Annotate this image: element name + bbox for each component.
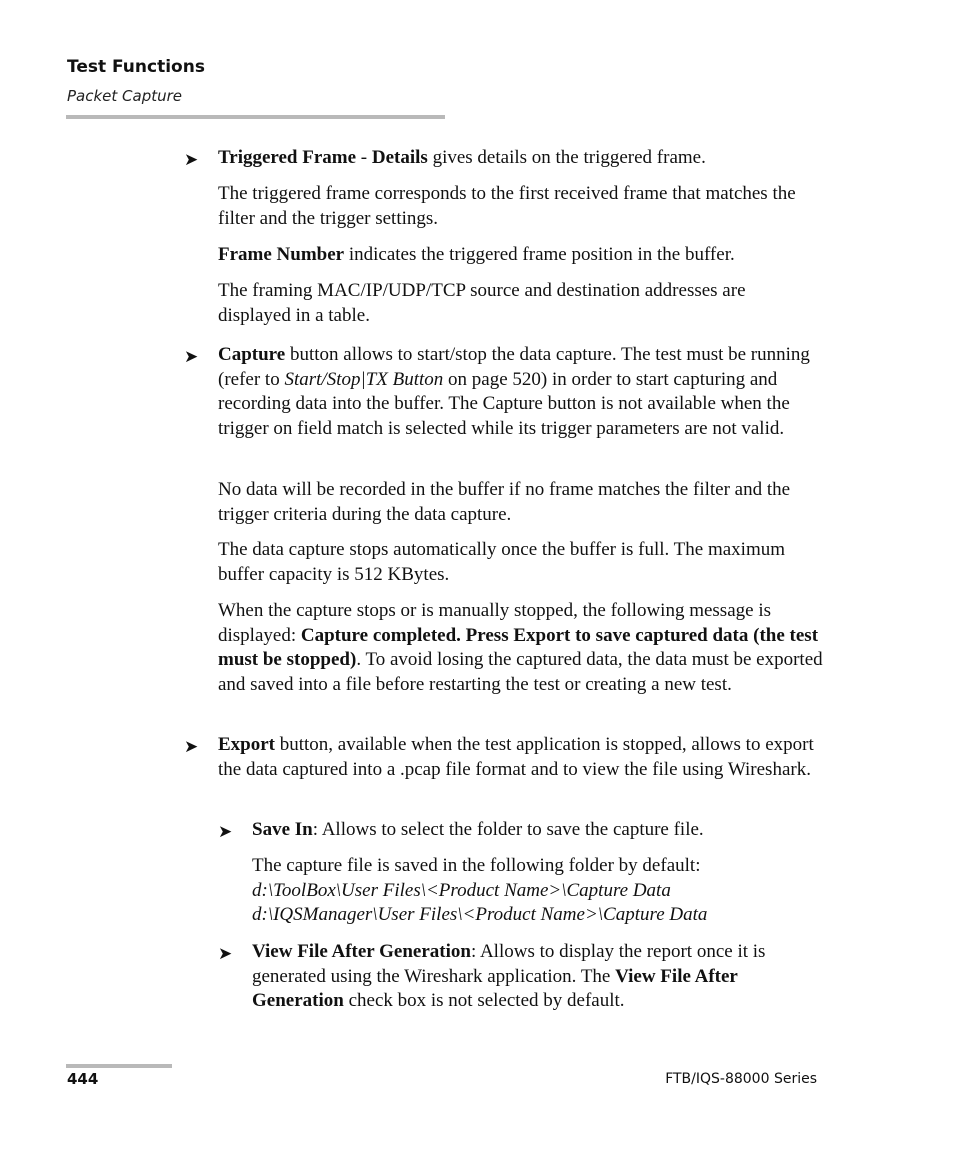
product-series: FTB/IQS-88000 Series — [665, 1071, 817, 1087]
bullet-arrow-icon: ➤ — [184, 150, 199, 170]
term-triggered-frame: Triggered Frame — [218, 147, 357, 168]
bullet-arrow-icon: ➤ — [218, 944, 233, 964]
page-number: 444 — [67, 1070, 99, 1088]
list-item-triggered-frame: Triggered Frame - Details gives details on the triggered frame. — [218, 147, 706, 168]
paragraph: No data will be recorded in the buffer if no frame matches the filter and the trigger criteria during the data capture. — [218, 479, 791, 525]
paragraph: The data capture stops automatically once the buffer is full. The maximum buffer capacity is 512 KBytes. — [218, 539, 786, 585]
bullet-arrow-icon: ➤ — [184, 737, 199, 757]
folder-path: d:\ToolBox\User Files\<Product Name>\Capture Data — [252, 879, 671, 901]
term-view-file-checkbox: View File After Generation — [252, 965, 738, 1012]
paragraph: The framing MAC/IP/UDP/TCP source and destination addresses are displayed in a table. — [218, 280, 746, 326]
footer-divider — [66, 1064, 172, 1068]
message-text: Capture completed. Press Export to save captured data (the test must be stopped) — [218, 624, 819, 671]
list-item-export: Export button, available when the test application is stopped, allows to export the data captured into a .pcap file format and to view the file using Wireshark. — [218, 734, 814, 780]
term-capture: Capture — [218, 344, 286, 365]
paragraph: The triggered frame corresponds to the first received frame that matches the filter and the trigger settings. — [218, 183, 796, 229]
section-title: Test Functions — [67, 57, 205, 77]
list-item-view-file: View File After Generation: Allows to display the report once it is generated using the Wireshark application. The View File After Generation check box is not selected by default. — [252, 941, 766, 1012]
header-divider — [66, 115, 445, 119]
term-save-in: Save In — [252, 819, 313, 840]
paragraph: When the capture stops or is manually stopped, the following message is displayed: Capture completed. Press Export to save captured data (the test must be stopped). To avoid losing the captured data, the data must be exported and saved into a file before restarting the test or creating a new test. — [218, 600, 823, 695]
bullet-arrow-icon: ➤ — [184, 347, 199, 367]
list-item-capture: Capture button allows to start/stop the data capture. The test must be running (refer to Start/Stop|TX Button on page 520) in order to start capturing and recording data into the buffer. The Capture button is not available when the trigger on field match is selected while its trigger parameters are not valid. — [218, 344, 810, 439]
list-item-save-in: Save In: Allows to select the folder to save the capture file. — [252, 819, 704, 840]
term-view-file: View File After Generation — [252, 941, 471, 962]
term-details: Details — [371, 147, 428, 168]
term-frame-number: Frame Number — [218, 244, 345, 265]
section-subtitle: Packet Capture — [67, 87, 183, 105]
paragraph: Frame Number indicates the triggered frame position in the buffer. — [218, 244, 735, 265]
paragraph: The capture file is saved in the following folder by default: d:\ToolBox\User Files\<Product Name>\Capture Data d:\IQSManager\User Files\<Product Name>\Capture Data — [252, 855, 708, 926]
bullet-arrow-icon: ➤ — [218, 822, 233, 842]
term-export: Export — [218, 734, 275, 755]
folder-path: d:\IQSManager\User Files\<Product Name>\Capture Data — [252, 904, 708, 926]
cross-reference-link[interactable]: Start/Stop|TX Button — [284, 368, 444, 390]
